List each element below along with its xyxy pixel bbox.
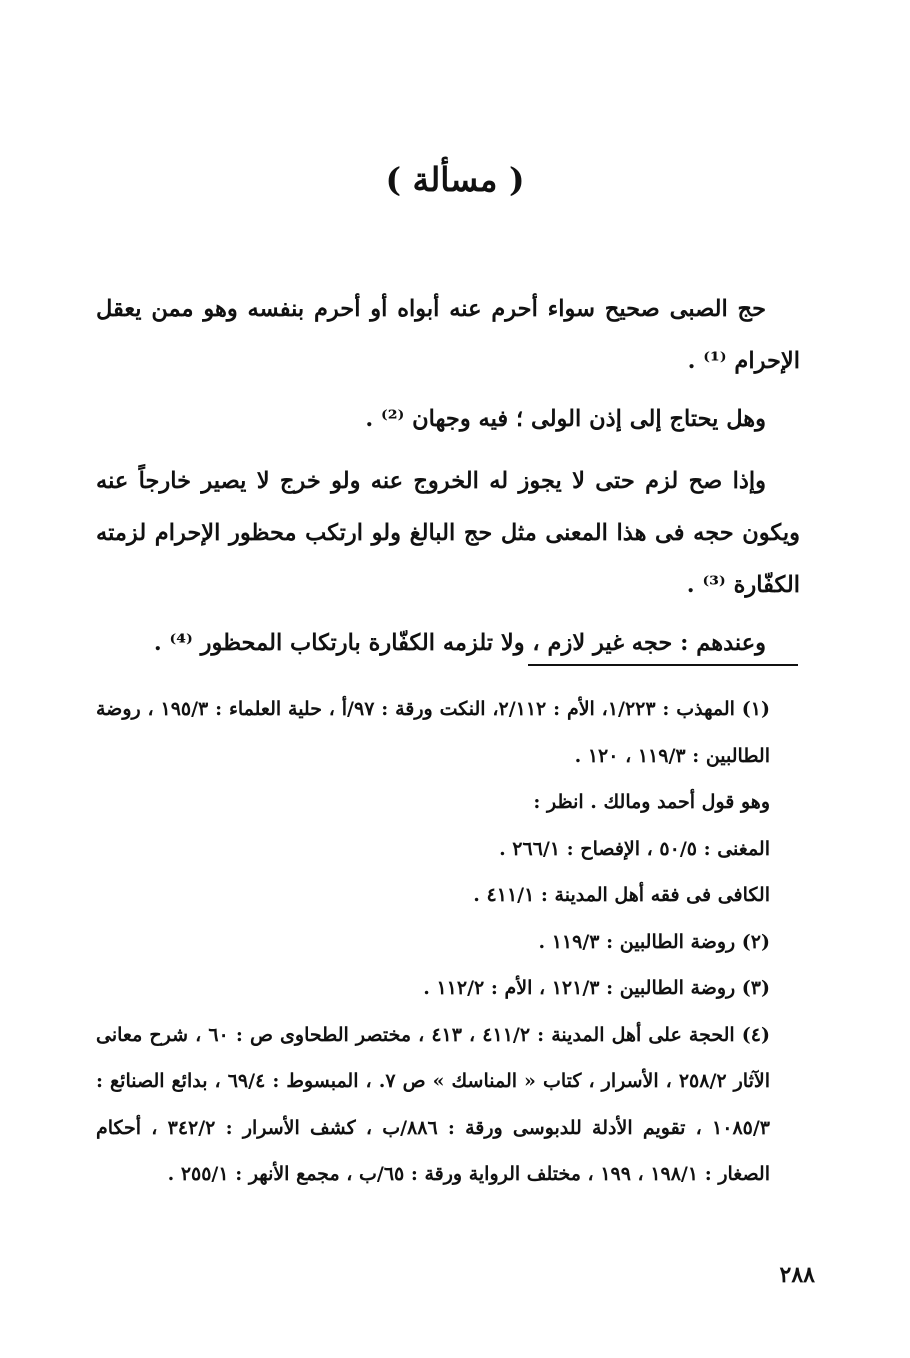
paragraph-2: وهل يحتاج إلى إذن الولى ؛ فيه وجهان ⁽²⁾ . <box>365 406 766 432</box>
paragraph-1: حج الصبى صحيح سواء أحرم عنه أبواه أو أحرم بنفسه وهو ممن يعقل الإحرام ⁽¹⁾ . <box>96 296 800 374</box>
footnote-1-reference-a: المغنى : ٥٠/٥ ، الإفصاح : ٢٦٦/١ . <box>499 837 770 860</box>
footnotes <box>96 686 800 1198</box>
page-number: ٢٨٨ <box>779 1262 815 1288</box>
footnote-1-reference-b: الكافى فى فقه أهل المدينة : ٤١١/١ . <box>473 884 770 906</box>
footnote-2: (٢) روضة الطالبين : ١١٩/٣ . <box>538 930 770 953</box>
section-title: ( مسألة ) <box>385 160 525 199</box>
paragraph-3: وإذا صح لزم حتى لا يجوز له الخروج عنه ولو خرج لا يصير خارجاً عنه ويكون حجه فى هذا المعنى مثل حج البالغ ولو ارتكب محظور الإحرام لزمته الكفّارة ⁽³⁾ . <box>96 468 800 598</box>
footnote-4: (٤) الحجة على أهل المدينة : ٤١١/٢ ، ٤١٣ ، مختصر الطحاوى ص : ٦٠ ، شرح معانى الآثار ٢٥٨/٢ ، الأسرار ، كتاب « المناسك » ص ٧. ، المبسوط : ٦٩/٤ ، بدائع الصنائع : ١٠٨٥/٣ ، تقويم الأدلة للدبوسى ورقة : ٨٨٦/ب ، كشف الأسرار : ٣٤٢/٢ ، أحكام الصغار : ١٩٨/١ ، ١٩٩ ، مختلف الرواية ورقة : ٦٥/ب ، مجمع الأنهر : ٢٥٥/١ . <box>96 1023 771 1185</box>
footnote-1-continuation: وهو قول أحمد ومالك . انظر : <box>533 791 770 813</box>
paragraph-4: وعندهم : حجه غير لازم ، ولا تلزمه الكفّارة بارتكاب المحظور ⁽⁴⁾ . <box>153 630 766 656</box>
footnote-separator <box>528 664 798 666</box>
footnote-1: (١) المهذب : ١/٢٢٣، الأم : ٢/١١٢، النكت ورقة : ٩٧/أ ، حلية العلماء : ١٩٥/٣ ، روضة الطالبين : ١١٩/٣ ، ١٢٠ . <box>96 698 770 767</box>
footnote-3: (٣) روضة الطالبين : ١٢١/٣ ، الأم : ١١٢/٢ . <box>423 977 770 999</box>
main-text <box>96 283 800 675</box>
